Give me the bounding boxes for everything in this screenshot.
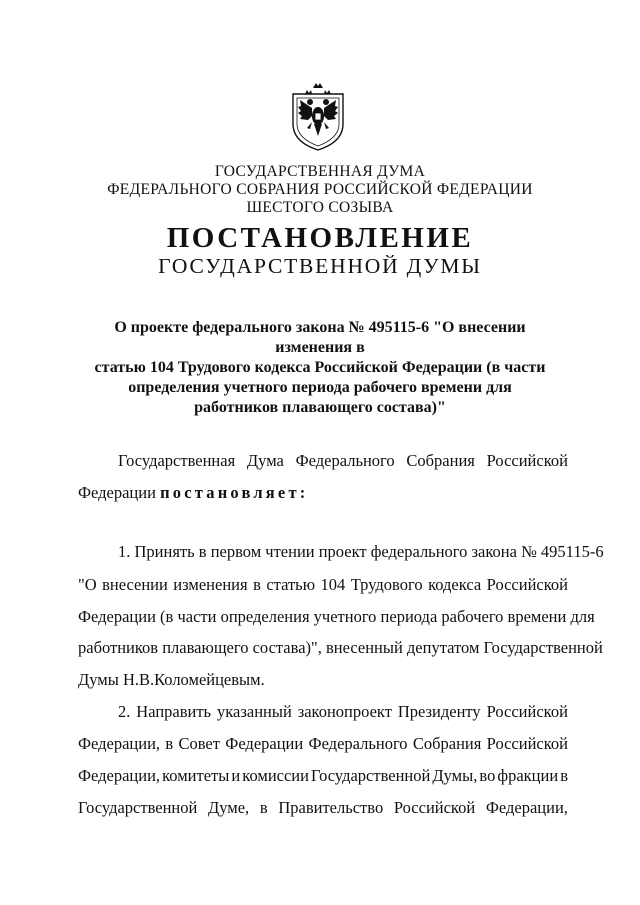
word: Государственной bbox=[311, 766, 431, 785]
word: Совет bbox=[178, 734, 220, 753]
word: Трудового bbox=[350, 575, 423, 594]
subject-heading bbox=[90, 318, 550, 418]
word: Правительство bbox=[278, 798, 384, 817]
word: Федерации, bbox=[78, 734, 161, 753]
word: законопроект bbox=[297, 702, 392, 721]
preamble-text: Федерации bbox=[78, 483, 161, 502]
word: 104 bbox=[320, 575, 346, 594]
resolves-word: постановляет bbox=[160, 483, 300, 502]
word: в bbox=[560, 766, 568, 785]
word: в bbox=[259, 798, 268, 817]
word: Российской bbox=[393, 798, 476, 817]
header-line-assembly: ФЕДЕРАЛЬНОГО СОБРАНИЯ РОССИЙСКОЙ ФЕДЕРАЦИИ bbox=[107, 181, 533, 198]
preamble-line bbox=[78, 483, 568, 503]
item2-line bbox=[78, 798, 568, 818]
item2-line bbox=[78, 702, 568, 722]
word: Направить bbox=[136, 702, 212, 721]
subject-line: статью 104 Трудового кодекса Российской Федерации (в части bbox=[94, 359, 546, 376]
word: Российской bbox=[486, 451, 568, 470]
word: Государственной bbox=[78, 798, 198, 817]
word: фракции bbox=[497, 766, 559, 785]
document-title: ПОСТАНОВЛЕНИЕ bbox=[166, 222, 474, 254]
word: в bbox=[165, 734, 174, 753]
word: и bbox=[231, 766, 241, 785]
coat-of-arms-icon bbox=[283, 80, 353, 152]
item1-line: работников плавающего состава)", внесенный депутатом Государственной bbox=[78, 638, 603, 657]
header-line-convocation: ШЕСТОГО СОЗЫВА bbox=[246, 199, 394, 216]
item2-line bbox=[78, 734, 568, 754]
word: Думе, bbox=[208, 798, 250, 817]
word: Федерации, bbox=[485, 798, 568, 817]
word: изменения bbox=[173, 575, 248, 594]
item2-line bbox=[78, 766, 568, 786]
word: "О bbox=[78, 575, 97, 594]
subject-line: определения учетного периода рабочего времени для bbox=[128, 379, 512, 396]
word: в bbox=[253, 575, 261, 594]
word: Федерации bbox=[225, 734, 304, 753]
word: Президенту bbox=[397, 702, 481, 721]
word: Государственная bbox=[118, 451, 236, 470]
word: комитеты bbox=[162, 766, 230, 785]
word: 2. bbox=[118, 702, 131, 721]
word: указанный bbox=[217, 702, 292, 721]
subject-line: О проекте федерального закона № 495115-6 "О внесении изменения в bbox=[114, 319, 526, 356]
word: Российской bbox=[486, 702, 568, 721]
word: Российской bbox=[486, 734, 568, 753]
item1-line: Федерации (в части определения учетного периода рабочего времени для bbox=[78, 607, 595, 626]
preamble-colon: : bbox=[299, 483, 306, 502]
word: внесении bbox=[102, 575, 168, 594]
word: Собрания bbox=[406, 451, 475, 470]
word: во bbox=[479, 766, 496, 785]
word: Думы, bbox=[432, 766, 478, 785]
word: кодекса bbox=[428, 575, 482, 594]
item1-line: 1. Принять в первом чтении проект федерального закона № 495115-6 bbox=[118, 542, 604, 561]
word: Федерации, bbox=[78, 766, 161, 785]
word: Собрания bbox=[412, 734, 482, 753]
word: статью bbox=[266, 575, 316, 594]
word: Федерального bbox=[295, 451, 395, 470]
word: Российской bbox=[486, 575, 568, 594]
item1-line: Думы Н.В.Коломейцевым. bbox=[78, 670, 265, 689]
item1-line bbox=[78, 575, 568, 595]
header-line-duma: ГОСУДАРСТВЕННАЯ ДУМА bbox=[214, 163, 426, 180]
subject-line: работников плавающего состава)" bbox=[194, 399, 446, 416]
preamble-line bbox=[78, 451, 568, 471]
document-subtitle: ГОСУДАРСТВЕННОЙ ДУМЫ bbox=[158, 254, 482, 278]
word: Дума bbox=[246, 451, 284, 470]
word: комиссии bbox=[242, 766, 309, 785]
word: Федерального bbox=[308, 734, 408, 753]
